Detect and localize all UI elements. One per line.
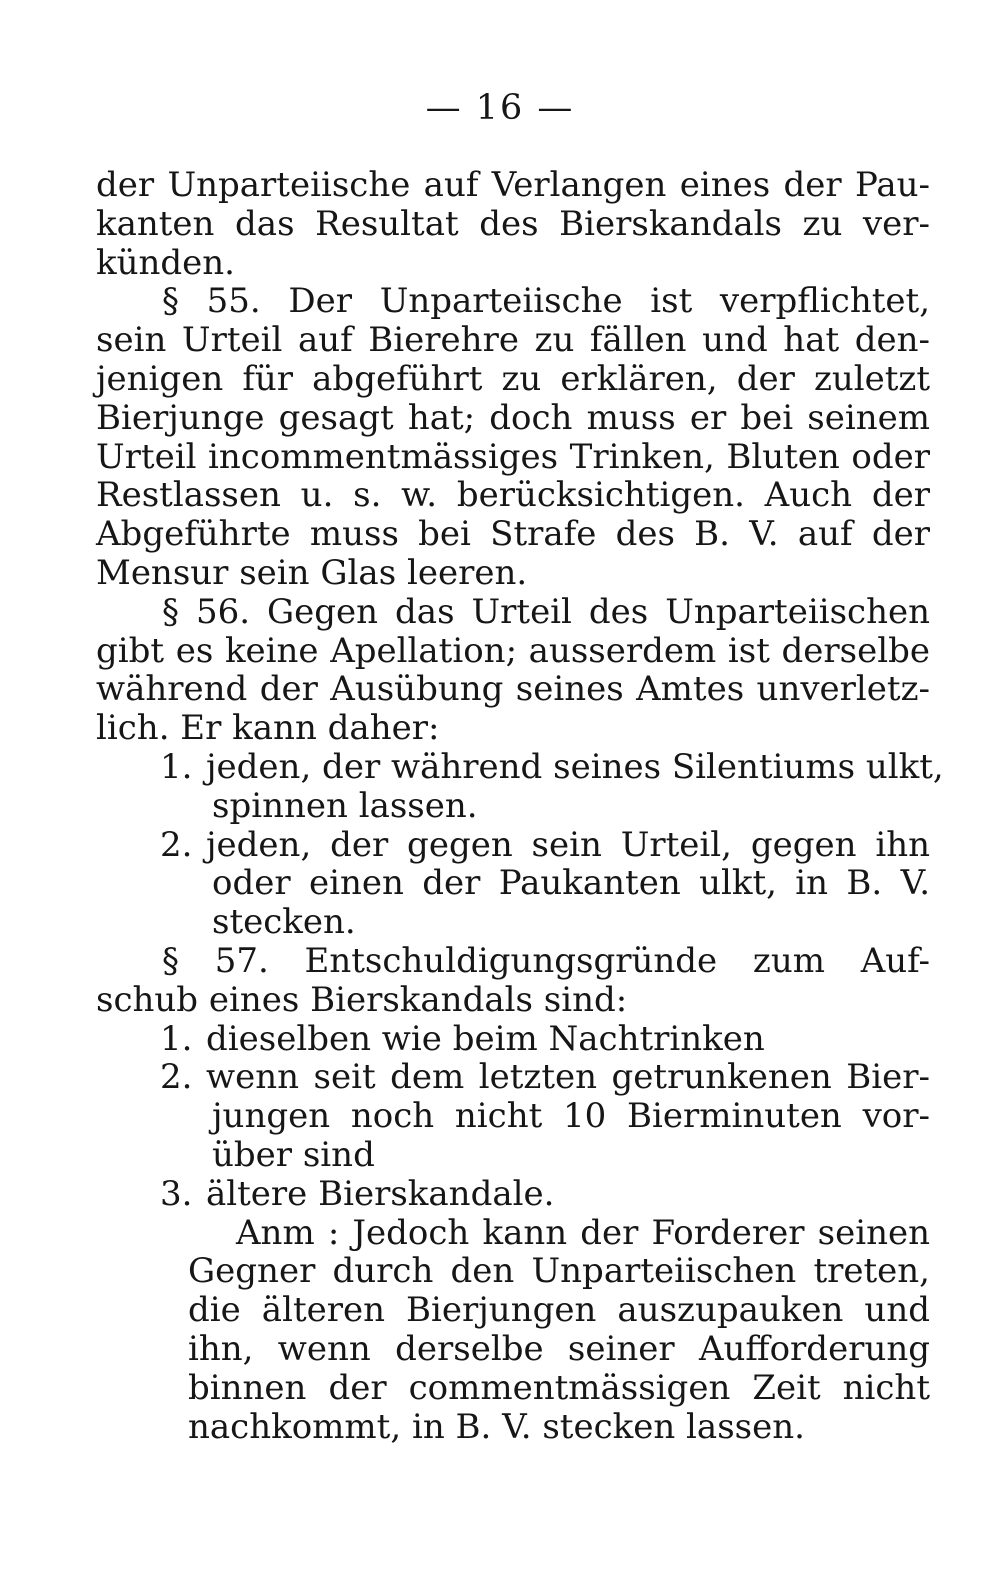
text-line: [96, 205, 930, 244]
text-line: [96, 632, 930, 671]
text-line: [96, 399, 930, 438]
line-text: spinnen lassen.: [212, 785, 478, 826]
text-line: [96, 321, 930, 360]
line-text: oder einen der Paukanten ulkt, in B. V.: [212, 863, 930, 904]
line-text: lich. Er kann daher:: [96, 708, 440, 749]
text-line: [96, 903, 930, 942]
list-number: 1.: [160, 1018, 193, 1059]
line-text: ältere Bierskandale.: [206, 1173, 555, 1214]
line-text: Abgeführte muss bei Strafe des B. V. auf der: [96, 514, 930, 555]
line-text: Bierjunge gesagt hat; doch muss er bei seinem: [96, 397, 930, 438]
text-line: [96, 1020, 930, 1059]
line-text: der Unparteiische auf Verlangen eines der Pau-: [96, 165, 930, 205]
list-number: 2.: [160, 1057, 193, 1098]
line-text: künden.: [96, 242, 235, 283]
text-line: [96, 746, 944, 787]
list-number: 1.: [160, 746, 193, 787]
text-line: [96, 1408, 930, 1447]
body-text: [96, 165, 944, 1447]
line-text: Mensur sein Glas leeren.: [96, 552, 528, 593]
text-line: [96, 1369, 930, 1408]
text-line: [96, 670, 930, 709]
text-line: [96, 282, 930, 321]
text-line: [96, 360, 930, 399]
line-text: die älteren Bierjungen auszupauken und: [188, 1290, 930, 1331]
text-line: [96, 476, 930, 515]
list-number: 2.: [160, 824, 193, 865]
text-line: [96, 1214, 930, 1253]
text-line: [96, 1291, 930, 1330]
line-text: nachkommt, in B. V. stecken lassen.: [188, 1406, 805, 1447]
text-line: [96, 981, 930, 1020]
line-text: jungen noch nicht 10 Bierminuten vor-: [212, 1096, 930, 1137]
line-text: § 56. Gegen das Urteil des Unparteiischen: [162, 591, 930, 632]
line-text: sein Urteil auf Bierehre zu fällen und hat den-: [96, 320, 930, 361]
line-text: Gegner durch den Unparteiischen treten,: [188, 1251, 930, 1292]
text-line: [96, 826, 930, 865]
page-number: — 16 —: [425, 88, 575, 128]
line-text: § 55. Der Unparteiische ist verpflichtet,: [162, 281, 930, 322]
line-text: Restlassen u. s. w. berücksichtigen. Auch der: [96, 475, 930, 516]
line-text: schub eines Bierskandals sind:: [96, 979, 628, 1020]
text-line: [96, 1058, 930, 1097]
line-text: über sind: [212, 1134, 375, 1175]
text-line: [96, 1252, 930, 1291]
line-text: wenn seit dem letzten getrunkenen Bier-: [206, 1057, 930, 1098]
line-text: binnen der commentmässigen Zeit nicht: [188, 1367, 930, 1408]
line-text: § 57. Entschuldigungsgründe zum Auf-: [162, 940, 930, 981]
line-text: stecken.: [212, 902, 356, 943]
text-line: [96, 1097, 930, 1136]
line-text: jenigen für abgeführt zu erklären, der zuletzt: [96, 358, 930, 399]
line-text: kanten das Resultat des Bierskandals zu ver-: [96, 203, 930, 244]
text-line: [96, 1136, 930, 1175]
list-number: 3.: [160, 1173, 193, 1214]
text-line: [96, 1330, 930, 1369]
text-line: [96, 864, 930, 903]
text-line: [96, 244, 930, 283]
text-line: [96, 515, 930, 554]
text-line: [96, 166, 930, 205]
text-line: [96, 438, 930, 477]
line-text: Urteil incommentmässiges Trinken, Bluten oder: [96, 436, 930, 477]
text-line: [96, 593, 930, 632]
text-line: [96, 554, 930, 593]
line-text: Anm : Jedoch kann der Forderer seinen: [236, 1212, 930, 1253]
text-line: [96, 942, 930, 981]
line-text: dieselben wie beim Nachtrinken: [206, 1018, 765, 1059]
line-text: gibt es keine Apellation; ausserdem ist derselbe: [96, 630, 930, 671]
line-text: jeden, der während seines Silentiums ulkt,: [206, 746, 944, 787]
text-line: [96, 787, 930, 826]
line-text: jeden, der gegen sein Urteil, gegen ihn: [206, 824, 930, 865]
line-text: während der Ausübung seines Amtes unverletz-: [96, 669, 930, 710]
text-line: [96, 1175, 930, 1214]
line-text: ihn, wenn derselbe seiner Aufforderung: [188, 1328, 930, 1369]
text-line: [96, 709, 930, 748]
